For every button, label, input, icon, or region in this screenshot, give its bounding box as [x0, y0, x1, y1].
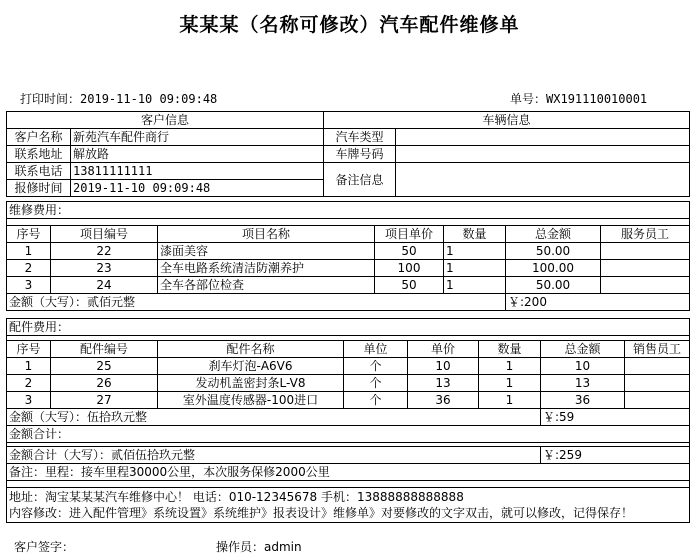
customer-phone-label: 联系电话: [7, 163, 71, 180]
cell: 1: [444, 277, 506, 294]
footer-edit-note: 内容修改：进入配件管理》系统设置》系统维护》报表设计》维修单》对要修改的文字双击，就可以修改，记得保存！: [9, 506, 634, 520]
cell: 3: [7, 392, 51, 409]
cell: 27: [51, 392, 158, 409]
total-amount-words: 金额合计（大写）：贰佰伍拾玖元整: [7, 447, 541, 464]
footer-info: [7, 488, 690, 523]
vehicle-info-header: 车辆信息: [324, 112, 690, 129]
customer-address: 解放路: [71, 146, 324, 163]
parts-col-staff: 销售员工: [625, 341, 690, 358]
repair-col-price: 项目单价: [375, 226, 444, 243]
cell: 全车电路系统清洁防潮养护: [158, 260, 375, 277]
repair-col-qty: 数量: [444, 226, 506, 243]
cell: 22: [51, 243, 158, 260]
cell: 1: [479, 358, 541, 375]
print-time-label: 打印时间：: [20, 92, 81, 106]
cell: 50: [375, 277, 444, 294]
repair-fee-label: 维修费用：: [7, 202, 690, 219]
cell: 50.00: [506, 243, 601, 260]
parts-fee-header-row: [7, 341, 690, 358]
repair-col-code: 项目编号: [51, 226, 158, 243]
cell: 发动机盖密封条L-V8: [158, 375, 344, 392]
parts-col-name: 配件名称: [158, 341, 344, 358]
operator-label: 操作员：: [216, 540, 265, 554]
print-time: [20, 90, 217, 107]
parts-col-qty: 数量: [479, 341, 541, 358]
customer-phone: 13811111111: [71, 163, 324, 180]
repair-col-staff: 服务员工: [601, 226, 690, 243]
cell: 2: [7, 375, 51, 392]
cell: 100.00: [506, 260, 601, 277]
cell: [601, 277, 690, 294]
table-row: [7, 392, 690, 409]
vehicle-type: [396, 129, 690, 146]
plate-number: [396, 146, 690, 163]
cell: [625, 392, 690, 409]
table-row: [7, 260, 690, 277]
cell: 50.00: [506, 277, 601, 294]
cell: 全车各部位检查: [158, 277, 375, 294]
page-title: 某某某（名称可修改）汽车配件维修单: [179, 14, 520, 36]
table-row: [7, 243, 690, 260]
cell: 26: [51, 375, 158, 392]
parts-fee-label: 配件费用：: [7, 319, 690, 336]
plate-number-label: 车牌号码: [324, 146, 396, 163]
cell: 13: [541, 375, 625, 392]
repair-fee-spacer: [7, 219, 690, 226]
repair-col-index: 序号: [7, 226, 51, 243]
remark-spacer: [7, 481, 690, 488]
cell: 2: [7, 260, 51, 277]
cell: [625, 375, 690, 392]
repair-amount: ￥:200: [506, 294, 690, 311]
vehicle-note-label: 备注信息: [324, 163, 396, 197]
order-number-value: WX191110010001: [546, 92, 648, 106]
parts-col-index: 序号: [7, 341, 51, 358]
customer-name-label: 客户名称: [7, 129, 71, 146]
cell: 1: [444, 243, 506, 260]
remark: 备注：里程：接车里程30000公里，本次服务保修2000公里: [7, 464, 690, 481]
cell: [601, 243, 690, 260]
customer-signature-label: 客户签字：: [14, 540, 75, 554]
cell: 3: [7, 277, 51, 294]
repair-col-total: 总金额: [506, 226, 601, 243]
print-time-value: 2019-11-10 09:09:48: [80, 92, 218, 106]
customer-name: 新苑汽车配件商行: [71, 129, 324, 146]
cell: 1: [444, 260, 506, 277]
cell: 1: [479, 375, 541, 392]
cell: 1: [479, 392, 541, 409]
cell: 36: [408, 392, 479, 409]
table-row: [7, 277, 690, 294]
cell: 个: [344, 392, 408, 409]
repair-fee-table: [6, 201, 690, 311]
cell: 室外温度传感器-100进口: [158, 392, 344, 409]
cell: [625, 358, 690, 375]
parts-col-total: 总金额: [541, 341, 625, 358]
parts-amount-words: 金额（大写）：伍拾玖元整: [7, 409, 541, 426]
footer-address: 地址：淘宝某某某汽车维修中心！ 电话：010-12345678 手机：13888888888888: [9, 490, 464, 504]
cell: 100: [375, 260, 444, 277]
cell: 10: [408, 358, 479, 375]
operator-name: admin: [264, 540, 302, 554]
repair-fee-header-row: [7, 226, 690, 243]
parts-col-price: 单价: [408, 341, 479, 358]
operator: [216, 538, 302, 555]
table-row: [7, 375, 690, 392]
cell: [601, 260, 690, 277]
cell: 25: [51, 358, 158, 375]
cell: 个: [344, 358, 408, 375]
cell: 24: [51, 277, 158, 294]
order-number: [510, 90, 647, 107]
cell: 1: [7, 358, 51, 375]
customer-info-header: 客户信息: [7, 112, 324, 129]
cell: 23: [51, 260, 158, 277]
cell: 36: [541, 392, 625, 409]
repair-time-label: 报修时间: [7, 180, 71, 197]
vehicle-type-label: 汽车类型: [324, 129, 396, 146]
cell: 个: [344, 375, 408, 392]
repair-col-name: 项目名称: [158, 226, 375, 243]
cell: 刹车灯泡-A6V6: [158, 358, 344, 375]
info-table: [6, 111, 690, 197]
parts-amount: ￥:59: [541, 409, 690, 426]
total-label: 金额合计：: [7, 426, 690, 443]
cell: 50: [375, 243, 444, 260]
repair-time: 2019-11-10 09:09:48: [71, 180, 324, 197]
total-amount: ￥:259: [541, 447, 690, 464]
vehicle-note: [396, 163, 690, 197]
cell: 1: [7, 243, 51, 260]
order-number-label: 单号：: [510, 92, 547, 106]
customer-signature: [14, 538, 74, 555]
cell: 13: [408, 375, 479, 392]
table-row: [7, 358, 690, 375]
parts-col-code: 配件编号: [51, 341, 158, 358]
customer-address-label: 联系地址: [7, 146, 71, 163]
cell: 漆面美容: [158, 243, 375, 260]
cell: 10: [541, 358, 625, 375]
repair-amount-words: 金额（大写）：贰佰元整: [7, 294, 506, 311]
parts-col-unit: 单位: [344, 341, 408, 358]
parts-fee-table: [6, 318, 690, 523]
